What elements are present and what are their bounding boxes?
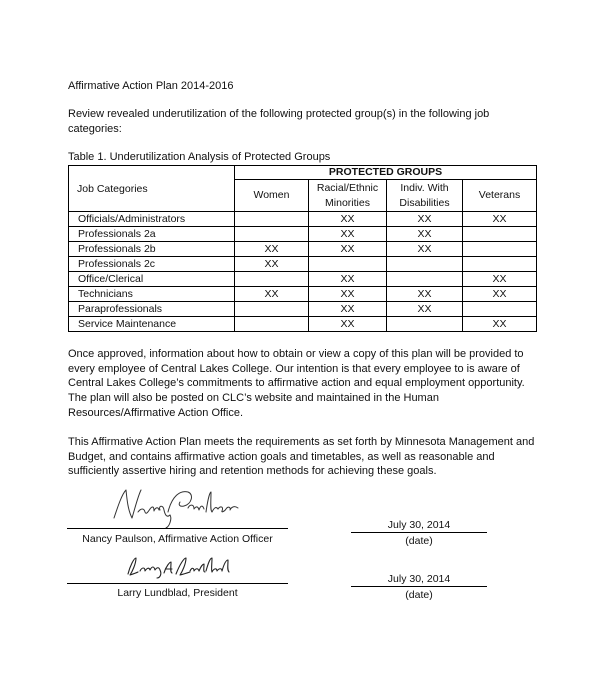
approval-paragraph: Once approved, information about how to obtain or view a copy of this plan will be provided to every employee of Central Lakes College. Our intention is that every employee to is aware of Central Lakes College’s commitments to affirmative action and equal employment opportunity. The plan will also be posted on CLC’s website and maintained in the Human Resources/Affirmative Action Office. bbox=[68, 348, 525, 419]
column-header-veterans: Veterans bbox=[463, 180, 537, 212]
mark-cell: XX bbox=[387, 242, 463, 257]
table-row bbox=[69, 212, 537, 227]
mark-cell: XX bbox=[309, 272, 387, 287]
mark-cell: XX bbox=[309, 212, 387, 227]
mark-cell bbox=[235, 212, 309, 227]
officer-signature-line bbox=[67, 528, 288, 529]
mark-cell: XX bbox=[235, 287, 309, 302]
table-row bbox=[69, 287, 537, 302]
officer-name: Nancy Paulson, Affirmative Action Officer bbox=[82, 533, 273, 545]
mark-cell bbox=[387, 272, 463, 287]
mark-cell: XX bbox=[387, 302, 463, 317]
document-title: Affirmative Action Plan 2014-2016 bbox=[68, 80, 234, 92]
mark-cell bbox=[463, 257, 537, 272]
intro-paragraph: Review revealed underutilization of the following protected group(s) in the following job categories: bbox=[68, 108, 490, 135]
officer-signature bbox=[108, 482, 248, 530]
mark-cell: XX bbox=[463, 272, 537, 287]
job-categories-header: Job Categories bbox=[69, 166, 235, 212]
row-category: Office/Clerical bbox=[69, 272, 235, 287]
mark-cell: XX bbox=[309, 317, 387, 332]
row-category: Professionals 2a bbox=[69, 227, 235, 242]
table-row bbox=[69, 242, 537, 257]
officer-date-label: (date) bbox=[405, 535, 433, 547]
president-signature bbox=[124, 554, 234, 580]
requirements-paragraph: This Affirmative Action Plan meets the requirements as set forth by Minnesota Management and Budget, and contains affirmative action goals and timetables, as well as reasonable and sufficiently assertive hiring and retention methods for achieving these goals. bbox=[68, 436, 535, 478]
mark-cell: XX bbox=[235, 257, 309, 272]
mark-cell bbox=[463, 302, 537, 317]
officer-date-line bbox=[351, 532, 487, 533]
mark-cell: XX bbox=[309, 227, 387, 242]
officer-date: July 30, 2014 bbox=[387, 519, 451, 531]
table-row bbox=[69, 272, 537, 287]
table-row bbox=[69, 257, 537, 272]
mark-cell: XX bbox=[309, 302, 387, 317]
mark-cell: XX bbox=[387, 227, 463, 242]
table-caption: Table 1. Underutilization Analysis of Protected Groups bbox=[68, 151, 331, 163]
mark-cell bbox=[235, 272, 309, 287]
mark-cell bbox=[387, 257, 463, 272]
mark-cell bbox=[235, 302, 309, 317]
mark-cell bbox=[235, 227, 309, 242]
mark-cell bbox=[463, 227, 537, 242]
row-category: Officials/Administrators bbox=[69, 212, 235, 227]
president-signature-line bbox=[67, 583, 288, 584]
mark-cell bbox=[235, 317, 309, 332]
protected-groups-header: PROTECTED GROUPS bbox=[235, 166, 537, 180]
table-row bbox=[69, 227, 537, 242]
president-date: July 30, 2014 bbox=[387, 573, 451, 585]
column-header-disabilities: Indiv. With Disabilities bbox=[387, 180, 463, 212]
mark-cell bbox=[463, 242, 537, 257]
president-name: Larry Lundblad, President bbox=[117, 587, 238, 599]
row-category: Technicians bbox=[69, 287, 235, 302]
table-row bbox=[69, 317, 537, 332]
mark-cell: XX bbox=[387, 287, 463, 302]
president-date-line bbox=[351, 586, 487, 587]
underutilization-table bbox=[68, 165, 537, 332]
column-header-minorities: Racial/Ethnic Minorities bbox=[309, 180, 387, 212]
mark-cell: XX bbox=[235, 242, 309, 257]
mark-cell: XX bbox=[463, 287, 537, 302]
mark-cell bbox=[387, 317, 463, 332]
row-category: Service Maintenance bbox=[69, 317, 235, 332]
row-category: Professionals 2c bbox=[69, 257, 235, 272]
president-date-label: (date) bbox=[405, 589, 433, 601]
row-category: Professionals 2b bbox=[69, 242, 235, 257]
mark-cell: XX bbox=[309, 287, 387, 302]
row-category: Paraprofessionals bbox=[69, 302, 235, 317]
column-header-women: Women bbox=[235, 180, 309, 212]
mark-cell bbox=[309, 257, 387, 272]
mark-cell: XX bbox=[309, 242, 387, 257]
table-row bbox=[69, 302, 537, 317]
mark-cell: XX bbox=[463, 317, 537, 332]
mark-cell: XX bbox=[463, 212, 537, 227]
mark-cell: XX bbox=[387, 212, 463, 227]
